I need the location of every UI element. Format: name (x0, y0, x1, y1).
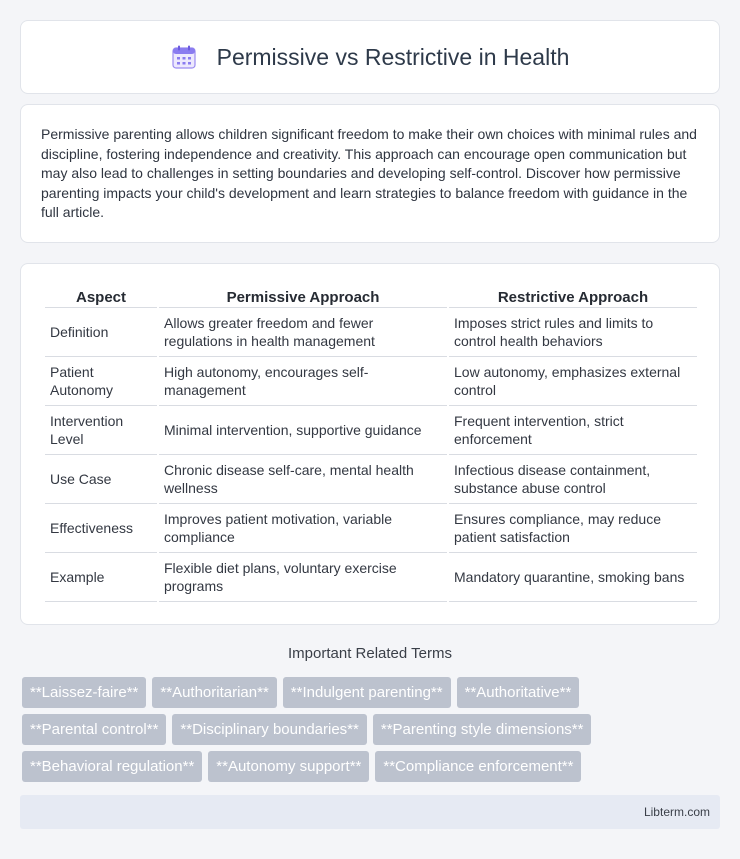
cell-permissive: High autonomy, encourages self-management (159, 357, 447, 406)
tag-parenting-style-dimensions[interactable]: **Parenting style dimensions** (373, 714, 592, 745)
tag-indulgent-parenting[interactable]: **Indulgent parenting** (283, 677, 451, 708)
table-header-row (45, 286, 697, 308)
tag-autonomy-support[interactable]: **Autonomy support** (208, 751, 369, 782)
tag-authoritative[interactable]: **Authoritative** (457, 677, 580, 708)
tag-behavioral-regulation[interactable]: **Behavioral regulation** (22, 751, 202, 782)
footer (20, 795, 720, 829)
tag-parental-control[interactable]: **Parental control** (22, 714, 166, 745)
cell-restrictive: Mandatory quarantine, smoking bans (449, 553, 697, 602)
comparison-table (43, 286, 699, 602)
tag-authoritarian[interactable]: **Authoritarian** (152, 677, 276, 708)
cell-restrictive: Ensures compliance, may reduce patient satisfaction (449, 504, 697, 553)
calendar-icon (171, 44, 197, 70)
tag-laissez-faire[interactable]: **Laissez-faire** (22, 677, 146, 708)
table-row (45, 357, 697, 406)
cell-restrictive: Frequent intervention, strict enforcement (449, 406, 697, 455)
header-restrictive: Restrictive Approach (449, 286, 697, 308)
cell-restrictive: Low autonomy, emphasizes external control (449, 357, 697, 406)
cell-restrictive: Infectious disease containment, substance abuse control (449, 455, 697, 504)
cell-permissive: Allows greater freedom and fewer regulations in health management (159, 308, 447, 357)
tag-row (22, 714, 722, 745)
header-card (20, 20, 720, 94)
cell-aspect: Intervention Level (45, 406, 157, 455)
cell-aspect: Use Case (45, 455, 157, 504)
related-terms-title: Important Related Terms (288, 645, 452, 662)
cell-aspect: Patient Autonomy (45, 357, 157, 406)
cell-permissive: Flexible diet plans, voluntary exercise programs (159, 553, 447, 602)
table-row (45, 308, 697, 357)
table-row (45, 455, 697, 504)
header-permissive: Permissive Approach (159, 286, 447, 308)
intro-card (20, 104, 720, 243)
related-terms-tags (22, 677, 722, 788)
cell-aspect: Effectiveness (45, 504, 157, 553)
cell-permissive: Improves patient motivation, variable compliance (159, 504, 447, 553)
tag-row (22, 677, 722, 708)
cell-restrictive: Imposes strict rules and limits to control health behaviors (449, 308, 697, 357)
header-aspect: Aspect (45, 286, 157, 308)
cell-aspect: Definition (45, 308, 157, 357)
page-title: Permissive vs Restrictive in Health (216, 43, 570, 70)
tag-disciplinary-boundaries[interactable]: **Disciplinary boundaries** (172, 714, 366, 745)
cell-aspect: Example (45, 553, 157, 602)
footer-site-link[interactable]: Libterm.com (643, 805, 710, 819)
tag-compliance-enforcement[interactable]: **Compliance enforcement** (375, 751, 581, 782)
table-row (45, 504, 697, 553)
comparison-card (20, 263, 720, 625)
intro-text: Permissive parenting allows children significant freedom to make their own choices with minimal rules and discipline, fostering independence and creativity. This approach can encourage open communication but may also lead to challenges in setting boundaries and developing self-control. Discover how permissive parenting impacts your child's development and learn strategies to balance freedom with guidance in the full article. (41, 126, 697, 221)
table-row (45, 406, 697, 455)
cell-permissive: Minimal intervention, supportive guidance (159, 406, 447, 455)
table-row (45, 553, 697, 602)
tag-row (22, 751, 722, 782)
cell-permissive: Chronic disease self-care, mental health wellness (159, 455, 447, 504)
